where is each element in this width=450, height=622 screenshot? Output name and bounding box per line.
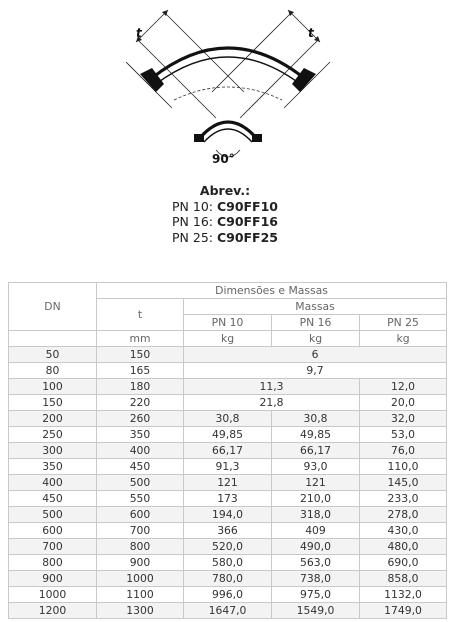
cell-mass-pn10: 1647,0	[184, 603, 272, 619]
cell-mass-pn25: 32,0	[360, 411, 447, 427]
cell-mass-pn16: 490,0	[272, 539, 360, 555]
table-row	[9, 427, 447, 443]
cell-mass-pn25: 145,0	[360, 475, 447, 491]
abbreviation-line-pn10	[0, 199, 450, 215]
cell-mass-pn10-16: 11,3	[184, 379, 360, 395]
cell-mass-all: 9,7	[184, 363, 447, 379]
cell-dn: 300	[9, 443, 97, 459]
cell-mass-pn16: 738,0	[272, 571, 360, 587]
cell-t: 400	[97, 443, 184, 459]
abbreviation-code: C90FF10	[216, 198, 278, 214]
cell-t: 1100	[97, 587, 184, 603]
cell-mass-pn16: 563,0	[272, 555, 360, 571]
table-row	[9, 459, 447, 475]
cell-t: 1000	[97, 571, 184, 587]
cell-mass-pn25: 233,0	[360, 491, 447, 507]
table-row	[9, 603, 447, 619]
table-row	[9, 523, 447, 539]
header-massas: Massas	[184, 299, 447, 315]
cell-mass-pn25: 12,0	[360, 379, 447, 395]
cell-t: 900	[97, 555, 184, 571]
table-row	[9, 555, 447, 571]
cell-mass-pn16: 121	[272, 475, 360, 491]
abbreviation-label: PN 16:	[172, 214, 217, 229]
table-row	[9, 507, 447, 523]
cell-mass-pn10: 366	[184, 523, 272, 539]
unit-t: mm	[97, 331, 184, 347]
cell-mass-pn10: 66,17	[184, 443, 272, 459]
cell-t: 165	[97, 363, 184, 379]
dimensions-table	[8, 282, 447, 619]
cell-dn: 700	[9, 539, 97, 555]
cell-dn: 500	[9, 507, 97, 523]
unit-dn	[9, 331, 97, 347]
cell-mass-pn25: 278,0	[360, 507, 447, 523]
cell-mass-pn25: 110,0	[360, 459, 447, 475]
cell-mass-pn16: 975,0	[272, 587, 360, 603]
cell-mass-pn25: 690,0	[360, 555, 447, 571]
cell-dn: 600	[9, 523, 97, 539]
cell-mass-pn10: 996,0	[184, 587, 272, 603]
cell-mass-pn10: 780,0	[184, 571, 272, 587]
abbreviation-block	[0, 183, 450, 245]
header-pn25: PN 25	[360, 315, 447, 331]
unit-pn10: kg	[184, 331, 272, 347]
cell-mass-pn16: 318,0	[272, 507, 360, 523]
cell-mass-pn25: 430,0	[360, 523, 447, 539]
cell-mass-pn25: 858,0	[360, 571, 447, 587]
cell-mass-pn10: 173	[184, 491, 272, 507]
cell-mass-pn10: 49,85	[184, 427, 272, 443]
cell-dn: 450	[9, 491, 97, 507]
table-row	[9, 475, 447, 491]
header-pn16: PN 16	[272, 315, 360, 331]
abbreviation-label: PN 25:	[172, 229, 217, 245]
cell-mass-pn16: 1549,0	[272, 603, 360, 619]
bend-drawing	[118, 4, 338, 176]
cell-dn: 1000	[9, 587, 97, 603]
table-row	[9, 539, 447, 555]
unit-pn25: kg	[360, 331, 447, 347]
header-t: t	[97, 299, 184, 331]
table-row	[9, 363, 447, 379]
cell-t: 700	[97, 523, 184, 539]
cell-mass-pn16: 210,0	[272, 491, 360, 507]
cell-dn: 350	[9, 459, 97, 475]
cell-mass-pn25: 1132,0	[360, 587, 447, 603]
abbreviation-line-pn25	[0, 230, 450, 246]
cell-mass-pn10: 91,3	[184, 459, 272, 475]
cell-dn: 400	[9, 475, 97, 491]
abbreviation-code: C90FF16	[216, 214, 278, 229]
cell-dn: 80	[9, 363, 97, 379]
cell-mass-pn10: 194,0	[184, 507, 272, 523]
cell-t: 260	[97, 411, 184, 427]
table-row	[9, 395, 447, 411]
cell-mass-pn25: 53,0	[360, 427, 447, 443]
table-row	[9, 571, 447, 587]
cell-mass-pn25: 76,0	[360, 443, 447, 459]
cell-mass-pn25: 480,0	[360, 539, 447, 555]
cell-dn: 150	[9, 395, 97, 411]
dimension-label-t-left: t	[136, 26, 142, 40]
abbreviation-title: Abrev.:	[199, 183, 251, 198]
flanged-bend-90-icon	[118, 4, 338, 176]
cell-t: 150	[97, 347, 184, 363]
cell-t: 550	[97, 491, 184, 507]
cell-mass-pn10: 30,8	[184, 411, 272, 427]
cell-mass-pn16: 49,85	[272, 427, 360, 443]
cell-t: 800	[97, 539, 184, 555]
cell-dn: 250	[9, 427, 97, 443]
cell-mass-pn25: 20,0	[360, 395, 447, 411]
cell-dn: 50	[9, 347, 97, 363]
angle-label: 90°	[212, 152, 235, 166]
table-row	[9, 347, 447, 363]
abbreviation-code: C90FF25	[216, 229, 278, 245]
table-body	[9, 347, 447, 619]
cell-t: 220	[97, 395, 184, 411]
table-row	[9, 411, 447, 427]
dimension-label-t-right: t	[308, 26, 314, 40]
header-dimensions-group: Dimensões e Massas	[97, 283, 447, 299]
header-dn: DN	[9, 283, 97, 331]
cell-dn: 100	[9, 379, 97, 395]
table-row	[9, 491, 447, 507]
abbreviation-label: PN 10:	[172, 198, 217, 214]
table-row	[9, 379, 447, 395]
cell-mass-pn10: 580,0	[184, 555, 272, 571]
cell-dn: 1200	[9, 603, 97, 619]
cell-mass-pn10: 121	[184, 475, 272, 491]
cell-t: 350	[97, 427, 184, 443]
table-row	[9, 443, 447, 459]
cell-t: 1300	[97, 603, 184, 619]
cell-mass-pn16: 30,8	[272, 411, 360, 427]
cell-t: 500	[97, 475, 184, 491]
unit-pn16: kg	[272, 331, 360, 347]
cell-dn: 900	[9, 571, 97, 587]
table-row	[9, 587, 447, 603]
cell-mass-pn25: 1749,0	[360, 603, 447, 619]
cell-mass-pn10: 520,0	[184, 539, 272, 555]
header-pn10: PN 10	[184, 315, 272, 331]
cell-t: 600	[97, 507, 184, 523]
cell-dn: 200	[9, 411, 97, 427]
cell-t: 450	[97, 459, 184, 475]
cell-mass-pn16: 409	[272, 523, 360, 539]
cell-mass-pn16: 93,0	[272, 459, 360, 475]
cell-mass-pn10-16: 21,8	[184, 395, 360, 411]
cell-t: 180	[97, 379, 184, 395]
cell-mass-pn16: 66,17	[272, 443, 360, 459]
abbreviation-line-pn16	[0, 214, 450, 230]
cell-mass-all: 6	[184, 347, 447, 363]
cell-dn: 800	[9, 555, 97, 571]
